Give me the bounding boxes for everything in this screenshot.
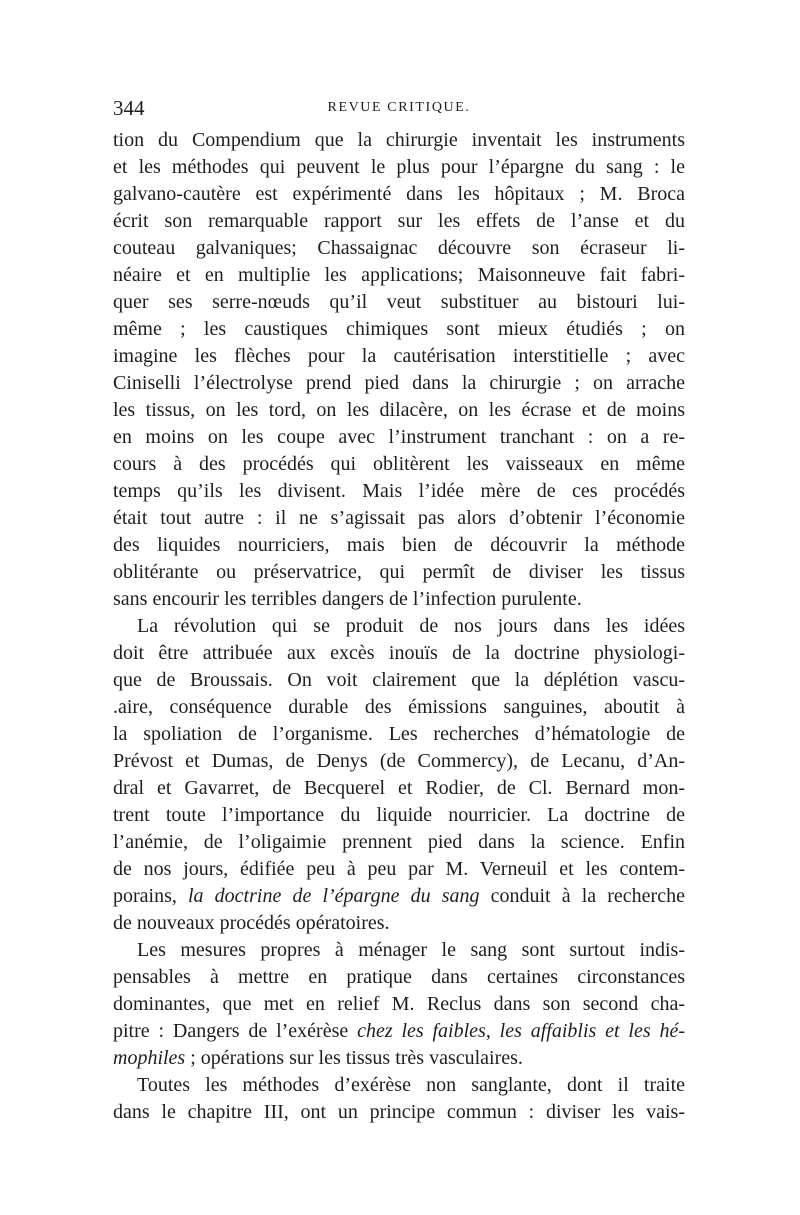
- text-run: porains,: [113, 885, 188, 907]
- running-head: [113, 96, 685, 120]
- text-line: même ; les caustiques chimiques sont mieux étudiés ; on: [113, 318, 685, 340]
- text-line: imagine les flèches pour la cautérisation interstitielle ; avec: [113, 345, 685, 367]
- text-line: couteau galvaniques; Chassaignac découvre son écraseur li-: [113, 237, 685, 259]
- text-line: oblitérante ou préservatrice, qui permît de diviser les tissus: [113, 561, 685, 583]
- text-line: dominantes, que met en relief M. Reclus dans son second cha-: [113, 993, 685, 1015]
- body-text: [113, 127, 685, 1126]
- text-line: [113, 883, 685, 910]
- text-line: sans encourir les terribles dangers de l’infection purulente.: [113, 588, 582, 610]
- text-line: Ciniselli l’électrolyse prend pied dans la chirurgie ; on arrache: [113, 372, 685, 394]
- paragraph-start-line: Toutes les méthodes d’exérèse non sanglante, dont il traite: [137, 1074, 685, 1096]
- text-line: .aire, conséquence durable des émissions sanguines, aboutit à: [113, 696, 685, 718]
- italic-phrase: chez les faibles, les affaiblis et les hé-: [357, 1020, 685, 1042]
- text-line: dral et Gavarret, de Becquerel et Rodier, de Cl. Bernard mon-: [113, 777, 685, 799]
- text-line: galvano-cautère est expérimenté dans les hôpitaux ; M. Broca: [113, 183, 685, 205]
- text-line: écrit son remarquable rapport sur les effets de l’anse et du: [113, 210, 685, 232]
- page-number: 344: [113, 96, 145, 120]
- paragraph-start-line: La révolution qui se produit de nos jours dans les idées: [137, 615, 685, 637]
- text-line: de nos jours, édifiée peu à peu par M. Verneuil et les contem-: [113, 858, 685, 880]
- text-line: néaire et en multiplie les applications; Maisonneuve fait fabri-: [113, 264, 685, 286]
- text-line: [113, 1045, 685, 1072]
- text-line: était tout autre : il ne s’agissait pas alors d’obtenir l’économie: [113, 507, 685, 529]
- text-line: de nouveaux procédés opératoires.: [113, 912, 390, 934]
- text-line: temps qu’ils les divisent. Mais l’idée mère de ces procédés: [113, 480, 685, 502]
- text-line: [113, 1018, 685, 1045]
- journal-title: REVUE CRITIQUE.: [327, 100, 471, 115]
- text-line: trent toute l’importance du liquide nourricier. La doctrine de: [113, 804, 685, 826]
- text-line: la spoliation de l’organisme. Les recherches d’hématologie de: [113, 723, 685, 745]
- text-line: tion du Compendium que la chirurgie inventait les instruments: [113, 129, 685, 151]
- text-line: en moins on les coupe avec l’instrument tranchant : on a re-: [113, 426, 685, 448]
- text-line: les tissus, on les tord, on les dilacère, on les écrase et de moins: [113, 399, 685, 421]
- italic-phrase: mophiles: [113, 1047, 186, 1069]
- paragraph-start-line: Les mesures propres à ménager le sang sont surtout indis-: [137, 939, 685, 961]
- text-line: pensables à mettre en pratique dans certaines circonstances: [113, 966, 685, 988]
- italic-title: la doctrine de l’épargne du sang: [188, 885, 480, 907]
- text-run: conduit à la recherche: [479, 885, 685, 907]
- text-line: cours à des procédés qui oblitèrent les vaisseaux en même: [113, 453, 685, 475]
- text-line: des liquides nourriciers, mais bien de découvrir la méthode: [113, 534, 685, 556]
- text-line: quer ses serre-nœuds qu’il veut substituer au bistouri lui-: [113, 291, 685, 313]
- text-line: que de Broussais. On voit clairement que la déplétion vascu-: [113, 669, 685, 691]
- text-line: doit être attribuée aux excès inouïs de la doctrine physiologi-: [113, 642, 685, 664]
- text-line: dans le chapitre III, ont un principe commun : diviser les vais-: [113, 1101, 685, 1123]
- text-run: pitre : Dangers de l’exérèse: [113, 1020, 358, 1042]
- text-run: ; opérations sur les tissus très vasculaires.: [185, 1047, 523, 1069]
- text-line: Prévost et Dumas, de Denys (de Commercy), de Lecanu, d’An-: [113, 750, 685, 772]
- text-line: l’anémie, de l’oligaimie prennent pied dans la science. Enfin: [113, 831, 685, 853]
- text-line: et les méthodes qui peuvent le plus pour l’épargne du sang : le: [113, 156, 685, 178]
